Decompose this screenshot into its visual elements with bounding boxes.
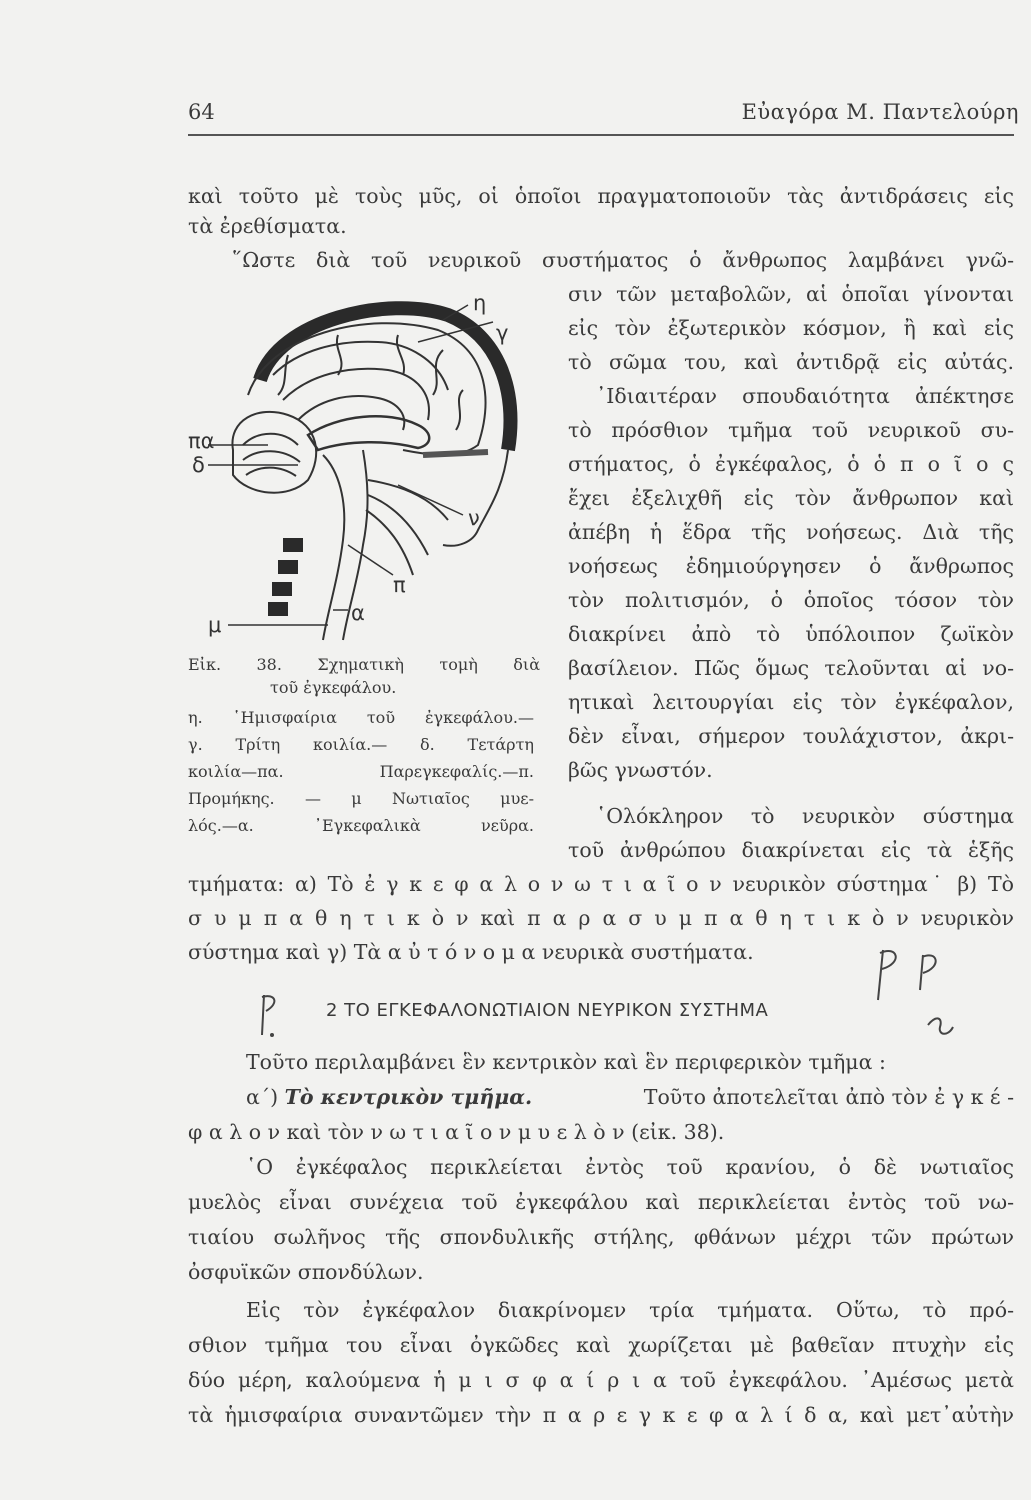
text-line: τὸν πολιτισμόν, ὁ ὁποῖος τόσον τὸν — [568, 588, 1014, 612]
text-line: μυελὸς εἶναι συνέχεια τοῦ ἐγκεφάλου καὶ περικλείεται ἐντὸς τοῦ νω- — [188, 1190, 1014, 1214]
handwritten-mark — [868, 935, 968, 1045]
text-line: τὸ πρόσθιον τμῆμα τοῦ νευρικοῦ συ- — [568, 418, 1014, 442]
figure-label-pa: πα — [188, 429, 215, 453]
text-line: τὸ σῶμα του, καὶ ἀντιδρᾷ εἰς αὐτάς. — [568, 350, 1014, 374]
text-line: ῞Ωστε διὰ τοῦ νευρικοῦ συστήματος ὁ ἄνθρωπος λαμβάνει γνῶ- — [232, 248, 1014, 272]
page-number: 64 — [188, 100, 215, 124]
text-line: ῾Ο ἐγκέφαλος περικλείεται ἐντὸς τοῦ κρανίου, ὁ δὲ νωτιαῖος — [246, 1155, 1014, 1179]
text-line: ἀπέβη ἡ ἕδρα τῆς νοήσεως. Διὰ τῆς — [568, 520, 1014, 544]
figure-caption-line: τοῦ ἐγκεφάλου. — [270, 678, 397, 697]
text-line: ῾Ολόκληρον τὸ νευρικὸν σύστημα — [596, 804, 1014, 828]
text-line: Τοῦτο περιλαμβάνει ἓν κεντρικὸν καὶ ἓν περιφερικὸν τμῆμα : — [246, 1050, 886, 1074]
text-line: τιαίου σωλῆνος τῆς σπονδυλικῆς στήλης, φθάνων μέχρι τῶν πρώτων — [188, 1225, 1014, 1249]
figure-caption-line: Εἰκ. 38. Σχηματικὴ τομὴ διὰ — [188, 655, 540, 674]
text-line: σ υ μ π α θ η τ ι κ ὸ ν καὶ π α ρ α σ υ μ π α θ η τ ι κ ὸ ν νευρικὸν — [188, 906, 1014, 930]
text-line: τὰ ἐρεθίσματα. — [188, 214, 347, 238]
text-line: εἰς τὸν ἐξωτερικὸν κόσμον, ἢ καὶ εἰς — [568, 316, 1014, 340]
text-line: τὰ ἡμισφαίρια συναντῶμεν τὴν π α ρ ε γ κ ε φ α λ ί δ α, καὶ μετ᾿αὐτὴν — [188, 1403, 1014, 1427]
figure-label-alpha: α — [351, 601, 365, 625]
text-line: δύο μέρη, καλούμενα ἡ μ ι σ φ α ί ρ ι α τοῦ ἐγκεφάλου. ᾿Αμέσως μετὰ — [188, 1368, 1014, 1392]
figure-label-gamma: γ — [496, 321, 509, 345]
text-line: σύστημα καὶ γ) Τὰ α ὐ τ ό ν ο μ α νευρικὰ συστήματα. — [188, 940, 754, 964]
text-line: σιν τῶν μεταβολῶν, αἱ ὁποῖαι γίνονται — [568, 282, 1014, 306]
text-line: διακρίνει ἀπὸ τὸ ὑπόλοιπον ζωϊκὸν — [568, 622, 1014, 646]
figure-caption-line: η. ῾Ημισφαίρια τοῦ ἐγκεφάλου.— — [188, 708, 534, 727]
text-line: Εἰς τὸν ἐγκέφαλον διακρίνομεν τρία τμήματα. Οὕτω, τὸ πρό- — [246, 1298, 1014, 1322]
figure-caption-line: γ. Τρίτη κοιλία.— δ. Τετάρτη — [188, 735, 534, 754]
figure-caption-line: Προμήκης. — μ Νωτιαῖος μυε- — [188, 789, 534, 808]
text-line: ᾿Ιδιαιτέραν σπουδαιότητα ἀπέκτησε — [596, 384, 1014, 408]
text-line: δὲν εἶναι, σήμερον τουλάχιστον, ἀκρι- — [568, 724, 1014, 748]
text-line: τμήματα: α) Τὸ ἐ γ κ ε φ α λ ο ν ω τ ι α ῖ ο ν νευρικὸν σύστημα˙ β) Τὸ — [188, 872, 1014, 896]
figure-caption-line: κοιλία—πα. Παρεγκεφαλίς.—π. — [188, 762, 534, 781]
subsection-title: Τὸ κεντρικὸν τμῆμα. — [284, 1085, 533, 1109]
text-line: καὶ τοῦτο μὲ τοὺς μῦς, οἱ ὁποῖοι πραγματοποιοῦν τὰς ἀντιδράσεις εἰς — [188, 184, 1014, 208]
text-line: νοήσεως ἐδημιούργησεν ὁ ἄνθρωπος — [568, 554, 1014, 578]
text-line: ἔχει ἐξελιχθῆ εἰς τὸν ἄνθρωπον καὶ — [568, 486, 1014, 510]
figure-label-pi: π — [393, 573, 406, 597]
text-span: Τοῦτο ἀποτελεῖται ἀπὸ τὸν ἐ γ κ έ - — [643, 1085, 1014, 1109]
text-line: βῶς γνωστόν. — [568, 758, 713, 782]
figure-label-delta: δ — [192, 453, 205, 477]
text-line: βασίλειον. Πῶς ὅμως τελοῦνται αἱ νο- — [568, 656, 1014, 680]
handwritten-mark — [250, 985, 290, 1045]
subsection-prefix: α΄) — [246, 1085, 279, 1109]
text-line: σθιον τμῆμα του εἶναι ὀγκῶδες καὶ χωρίζεται μὲ βαθεῖαν πτυχὴν εἰς — [188, 1333, 1014, 1357]
header-rule — [188, 134, 1014, 136]
section-heading: 2 ΤΟ ΕΓΚΕΦΑΛΟΝΩΤΙΑΙΟΝ ΝΕΥΡΙΚΟΝ ΣΥΣΤΗΜΑ — [326, 1000, 769, 1021]
figure-label-eta: η — [473, 291, 487, 315]
text-line: τοῦ ἀνθρώπου διακρίνεται εἰς τὰ ἑξῆς — [568, 838, 1014, 862]
text-line: ὀσφυϊκῶν σπονδύλων. — [188, 1260, 424, 1284]
figure-caption-line: λός.—α. ᾿Εγκεφαλικὰ νεῦρα. — [188, 816, 534, 835]
text-line: ητικαὶ λειτουργίαι εἰς τὸν ἐγκέφαλον, — [568, 690, 1014, 714]
figure-label-nu: ν — [468, 506, 480, 530]
figure-label-mu: μ — [208, 613, 222, 637]
subsection-line — [246, 1082, 1014, 1112]
running-header-author: Εὐαγόρα Μ. Παντελούρη — [741, 100, 1019, 124]
text-line: φ α λ ο ν καὶ τὸν ν ω τ ι α ῖ ο ν μ υ ε λ ὸ ν (εἰκ. 38). — [188, 1120, 725, 1144]
text-line: στήματος, ὁ ἐγκέφαλος, ὁ ὁ π ο ῖ ο ς — [568, 452, 1014, 476]
brain-section-figure — [188, 280, 528, 650]
